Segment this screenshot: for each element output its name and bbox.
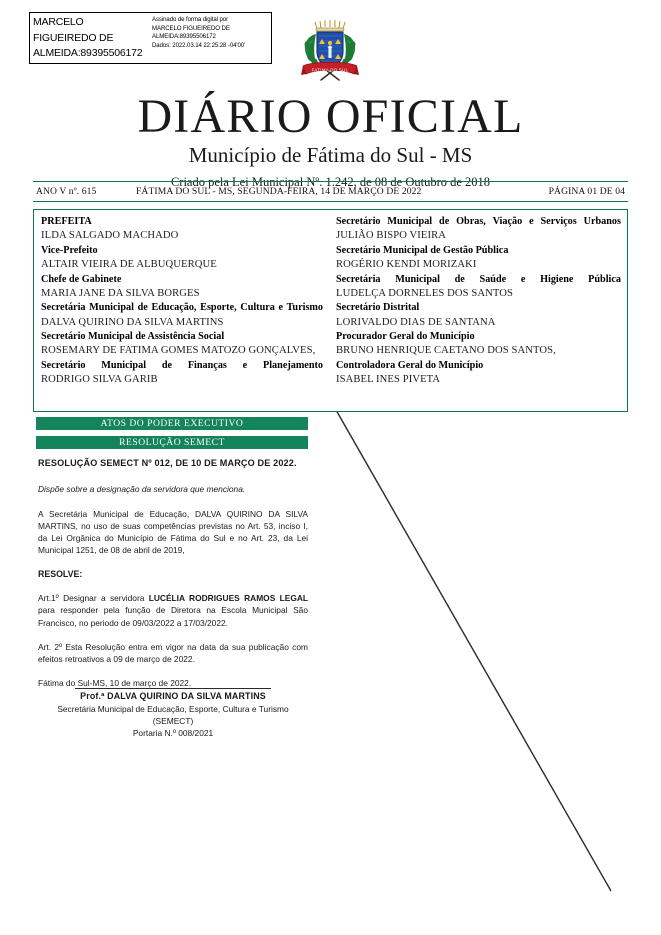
signature-rule: [75, 688, 271, 689]
signatory-role-line-1: Secretária Municipal de Educação, Esporte, Cultura e Turismo: [57, 703, 289, 714]
official-name: BRUNO HENRIQUE CAETANO DOS SANTOS,: [336, 345, 556, 357]
official-name: JULIÃO BISPO VIEIRA: [336, 230, 446, 242]
article-1-person-name: LUCÉLIA RODRIGUES RAMOS LEGAL: [148, 593, 309, 604]
resolution-body: [38, 457, 308, 701]
issue-page-number: PÁGINA 01 DE 04: [548, 186, 625, 197]
signature-meta-line-1: Assinado de forma digital por: [152, 16, 229, 23]
official-name: DALVA QUIRINO DA SILVA MARTINS: [41, 316, 224, 328]
officials-right-column: [329, 210, 627, 411]
official-name: RODRIGO SILVA GARIB: [41, 374, 158, 386]
masthead-law-line: Criado pela Lei Municipal Nº. 1.242, de 08 de Outubro de 2018: [170, 175, 491, 189]
official-name: ILDA SALGADO MACHADO: [41, 230, 179, 242]
official-name: ROSEMARY DE FATIMA GOMES MATOZO GONÇALVES,: [41, 345, 316, 357]
masthead: [0, 92, 661, 190]
banner-resolution-section: RESOLUÇÃO SEMECT: [36, 436, 308, 449]
article-1-suffix: para responder pela função de Diretora na Escola Municipal São Francisco, no periodo de 09/03/2022 a 17/03/2022.: [38, 605, 308, 628]
resolution-place-date: Fátima do Sul-MS, 10 de março de 2022.: [38, 677, 192, 688]
issue-year-number: ANO V nº. 615: [36, 186, 97, 197]
official-name: ISABEL INES PIVETA: [336, 374, 441, 386]
official-role: Secretário Municipal de Obras, Viação e Serviços Urbanos: [336, 216, 621, 227]
resolution-preamble: A Secretária Municipal de Educação, DALVA QUIRINO DA SILVA MARTINS, no uso de suas competências previstas no Art. 53, inciso I, da Lei Orgânica do Município de Fátima do Sul e no Art. 23, da Lei Municipal 1251, de 08 de abril de 2019,: [38, 509, 308, 556]
official-role: Secretário Municipal de Assistência Social: [41, 331, 225, 343]
official-role: Vice-Prefeito: [41, 244, 98, 256]
signatory-name: Prof.ª DALVA QUIRINO DA SILVA MARTINS: [80, 691, 266, 701]
official-role: Chefe de Gabinete: [41, 273, 122, 285]
coat-of-arms-icon: [297, 16, 363, 88]
signature-metadata: [148, 13, 271, 63]
official-role: Secretária Municipal de Saúde e Higiene Pública: [336, 273, 621, 285]
official-name: ALTAIR VIEIRA DE ALBUQUERQUE: [41, 259, 217, 270]
svg-text:FATIMA DO SUL: FATIMA DO SUL: [311, 67, 349, 73]
banner-executive-acts: ATOS DO PODER EXECUTIVO: [36, 417, 308, 430]
signatory-role-line-2: (SEMECT): [152, 715, 194, 726]
official-role: Secretária Municipal de Educação, Esporte, Cultura e Turismo: [41, 302, 323, 314]
signature-meta-line-4: Dados: 2022.03.14 22:25:28 -04'00': [152, 41, 246, 49]
masthead-subtitle: Município de Fátima do Sul - MS: [188, 143, 473, 167]
resolution-title: RESOLUÇÃO SEMECT Nº 012, DE 10 DE MARÇO DE 2022.: [38, 458, 297, 468]
officials-left-column: [34, 210, 329, 411]
official-name: LUDELÇA DORNELES DOS SANTOS: [336, 287, 514, 299]
official-role: Procurador Geral do Município: [336, 331, 475, 343]
resolution-ementa: Dispõe sobre a designação da servidora que menciona.: [38, 484, 246, 494]
official-role: Secretário Distrital: [336, 302, 420, 314]
article-1-prefix: Art.1º Designar a servidora: [38, 593, 149, 604]
officials-box: [33, 209, 628, 412]
official-name: LORIVALDO DIAS DE SANTANA: [336, 316, 496, 328]
digital-signature-stamp: [29, 12, 272, 64]
signature-signer-name: MARCELO FIGUEIREDO DE ALMEIDA:89395506172: [33, 16, 143, 59]
signature-meta-line-2: MARCELO FIGUEIREDO DE: [152, 24, 230, 32]
signature-meta-line-3: ALMEIDA:89395506172: [152, 33, 216, 41]
official-name: MARIA JANE DA SILVA BORGES: [41, 287, 200, 299]
resolution-article-2: Art. 2º Esta Resolução entra em vigor na data da sua publicação com efeitos retroativos a 09 de março de 2022.: [38, 641, 308, 664]
signature-block: [38, 688, 308, 739]
official-role: Secretário Municipal de Gestão Pública: [336, 244, 509, 256]
signatory-portaria: Portaria N.º 008/2021: [132, 727, 214, 738]
official-role: Secretário Municipal de Finanças e Planejamento: [41, 359, 323, 371]
issue-info-bar: [33, 181, 628, 202]
issue-city-date: FÁTIMA DO SUL - MS, SEGUNDA-FEIRA, 14 DE MARÇO DE 2022: [136, 186, 422, 197]
official-name: ROGÉRIO KENDI MORIZAKI: [336, 259, 477, 270]
resolution-article-1: [38, 592, 308, 628]
resolution-resolve-label: RESOLVE:: [38, 569, 83, 580]
official-role: Controladora Geral do Município: [336, 359, 484, 371]
official-role: PREFEITA: [41, 216, 92, 227]
page-title: DIÁRIO OFICIAL: [137, 90, 524, 143]
